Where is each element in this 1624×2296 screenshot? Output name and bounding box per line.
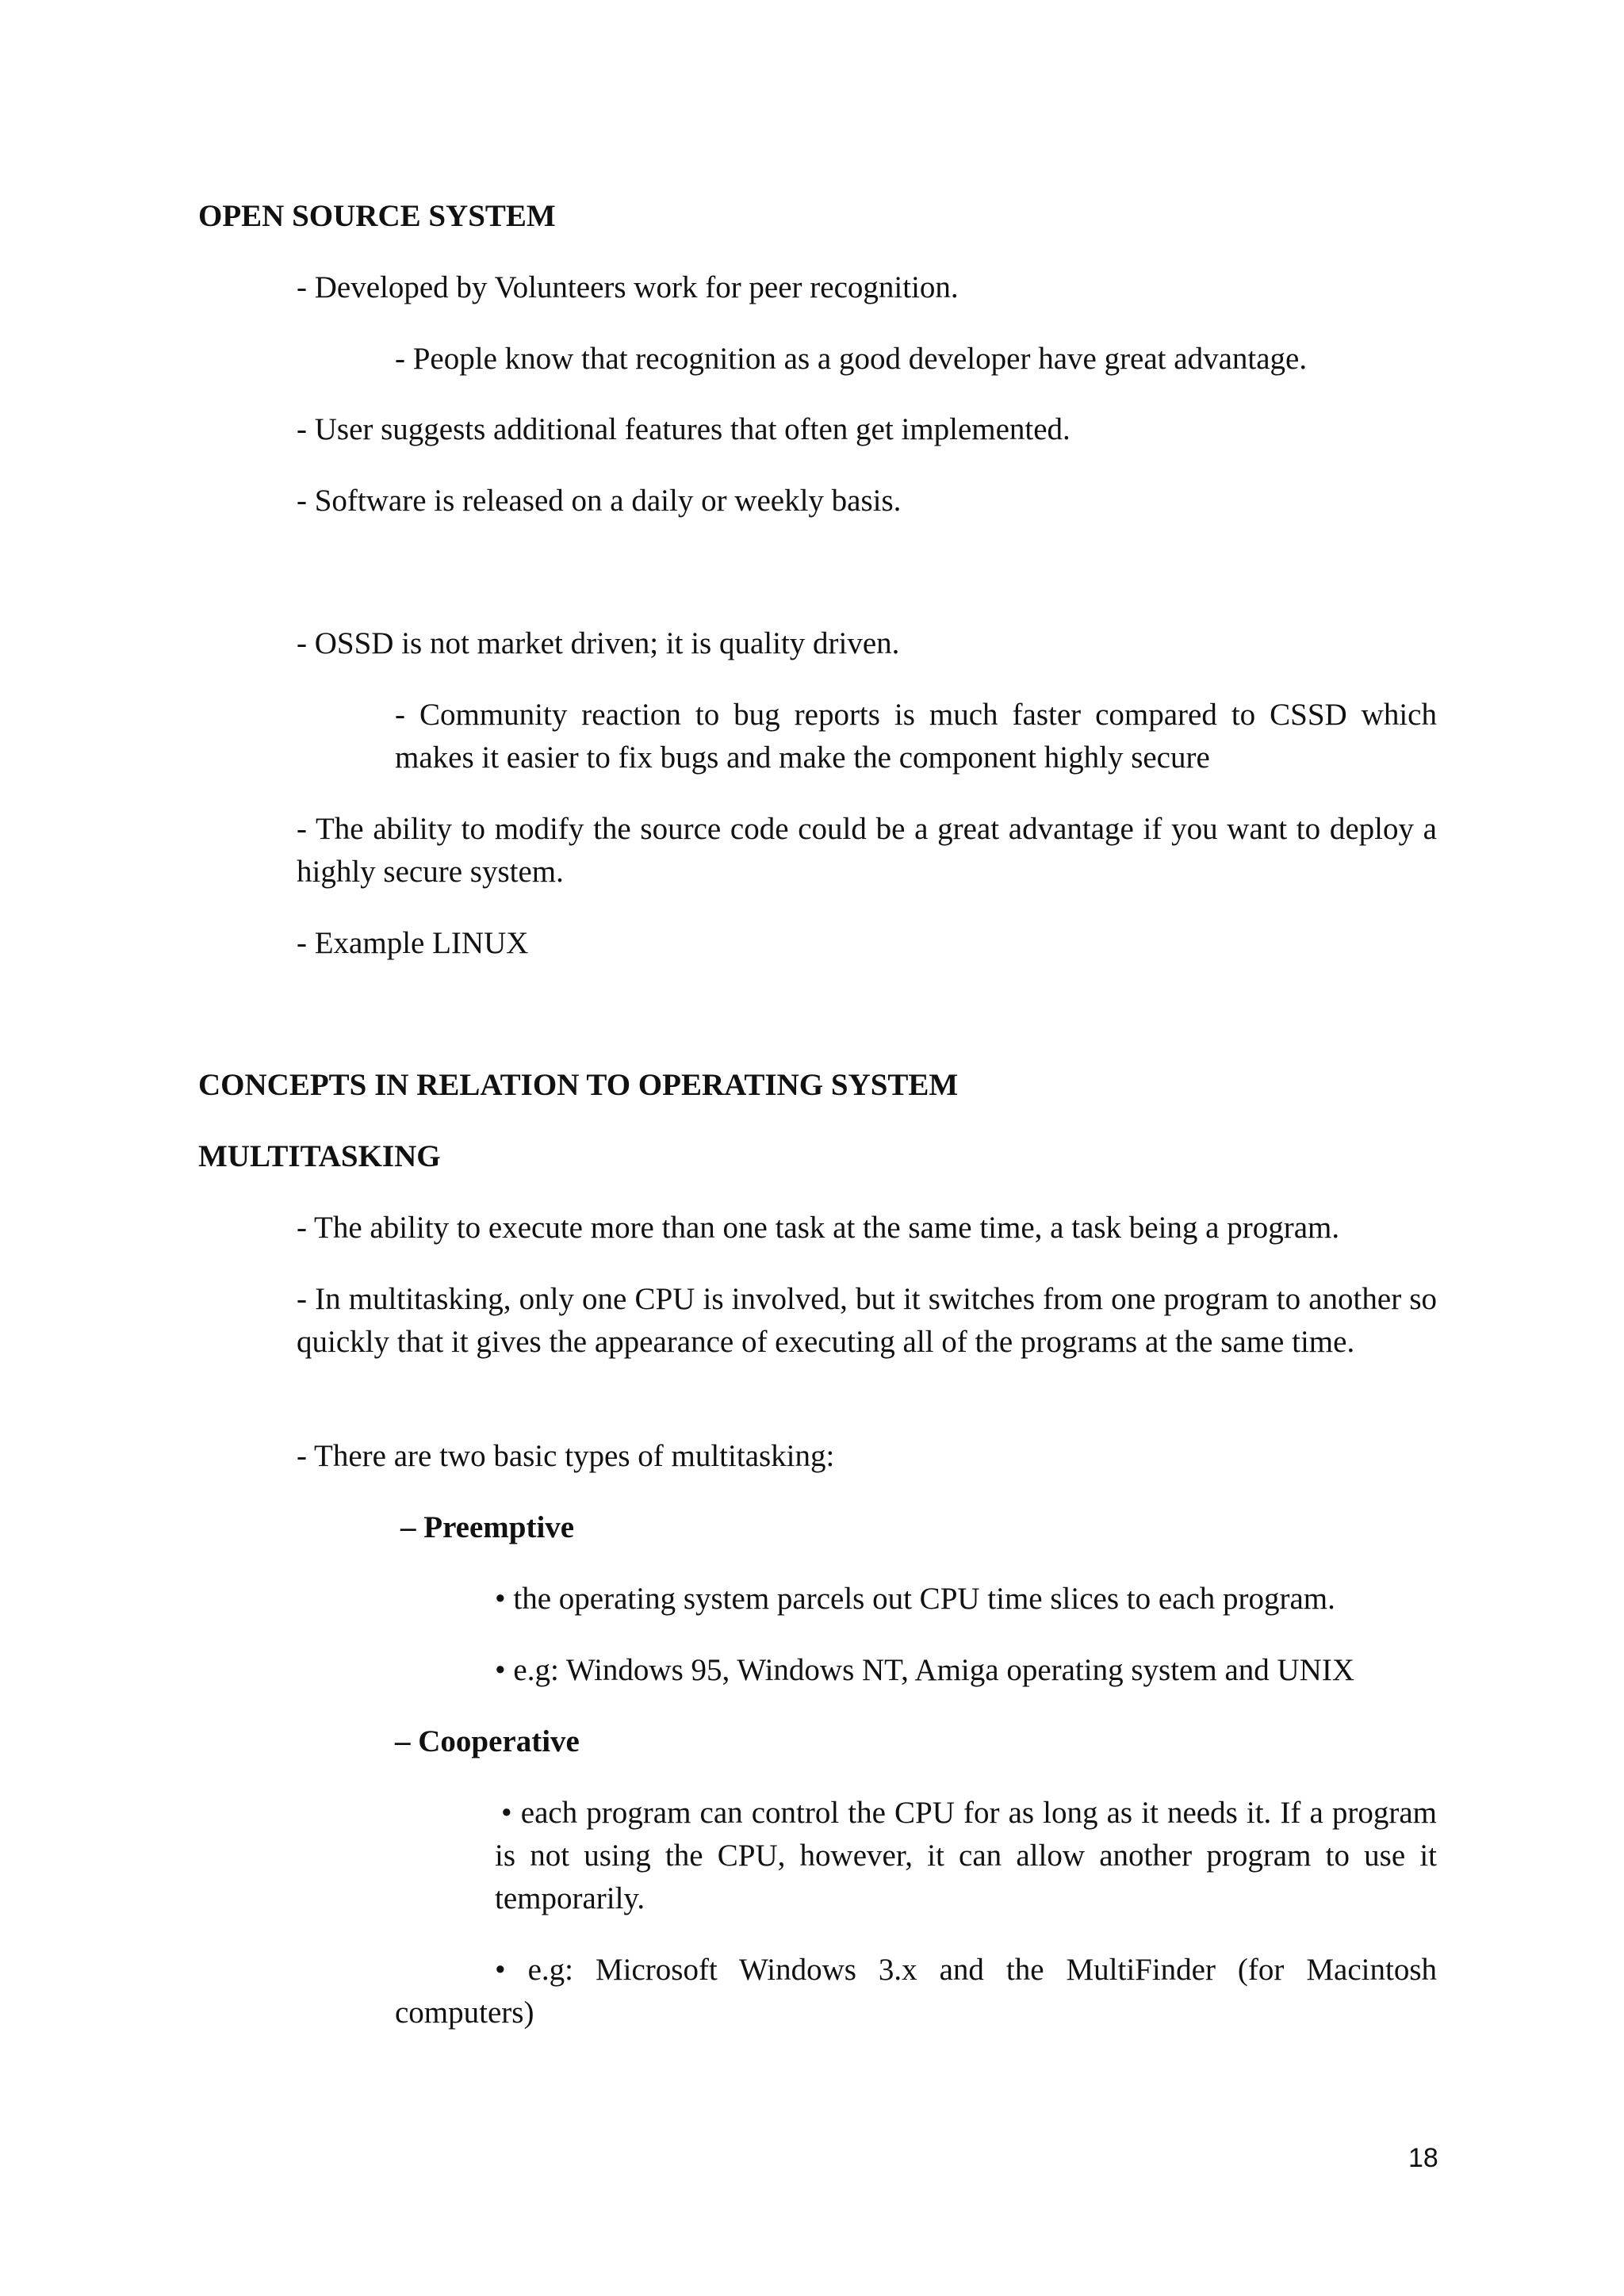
page-number: 18 [1408,2143,1438,2173]
section-heading-multitasking: MULTITASKING [198,1139,441,1173]
preemptive-bullet: • e.g: Windows 95, Windows NT, Amiga operating system and UNIX [495,1653,1354,1687]
open-source-item: - User suggests additional features that often get implemented. [297,412,1071,446]
cooperative-bullet: • e.g: Microsoft Windows 3.x and the MultiFinder (for Macintosh computers) [395,1953,1437,2030]
open-source-item: - People know that recognition as a good developer have great advantage. [395,342,1308,376]
multitasking-item: - The ability to execute more than one task at the same time, a task being a program. [297,1211,1340,1245]
preemptive-heading: – Preemptive [400,1510,575,1544]
open-source-item: - Community reaction to bug reports is much faster compared to CSSD which makes it easier to fix bugs and make the component highly secure [395,698,1437,775]
open-source-item: - Example LINUX [297,926,529,960]
open-source-item: - Developed by Volunteers work for peer recognition. [297,270,959,304]
open-source-item: - Software is released on a daily or weekly basis. [297,484,902,518]
section-heading-concepts: CONCEPTS IN RELATION TO OPERATING SYSTEM [198,1068,959,1102]
cooperative-bullet: • each program can control the CPU for as long as it needs it. If a program is not using the CPU, however, it can allow another program to use it temporarily. [495,1796,1437,1915]
preemptive-bullet: • the operating system parcels out CPU time slices to each program. [495,1582,1335,1616]
cooperative-heading: – Cooperative [395,1724,580,1758]
multitasking-item: - In multitasking, only one CPU is involved, but it switches from one program to another so quickly that it gives the appearance of executing all of the programs at the same time. [297,1282,1437,1359]
multitasking-item: - There are two basic types of multitasking: [297,1439,835,1473]
section-heading-open-source: OPEN SOURCE SYSTEM [198,199,556,233]
open-source-item: - OSSD is not market driven; it is quality driven. [297,626,900,660]
open-source-item: - The ability to modify the source code could be a great advantage if you want to deploy a highly secure system. [297,812,1437,889]
